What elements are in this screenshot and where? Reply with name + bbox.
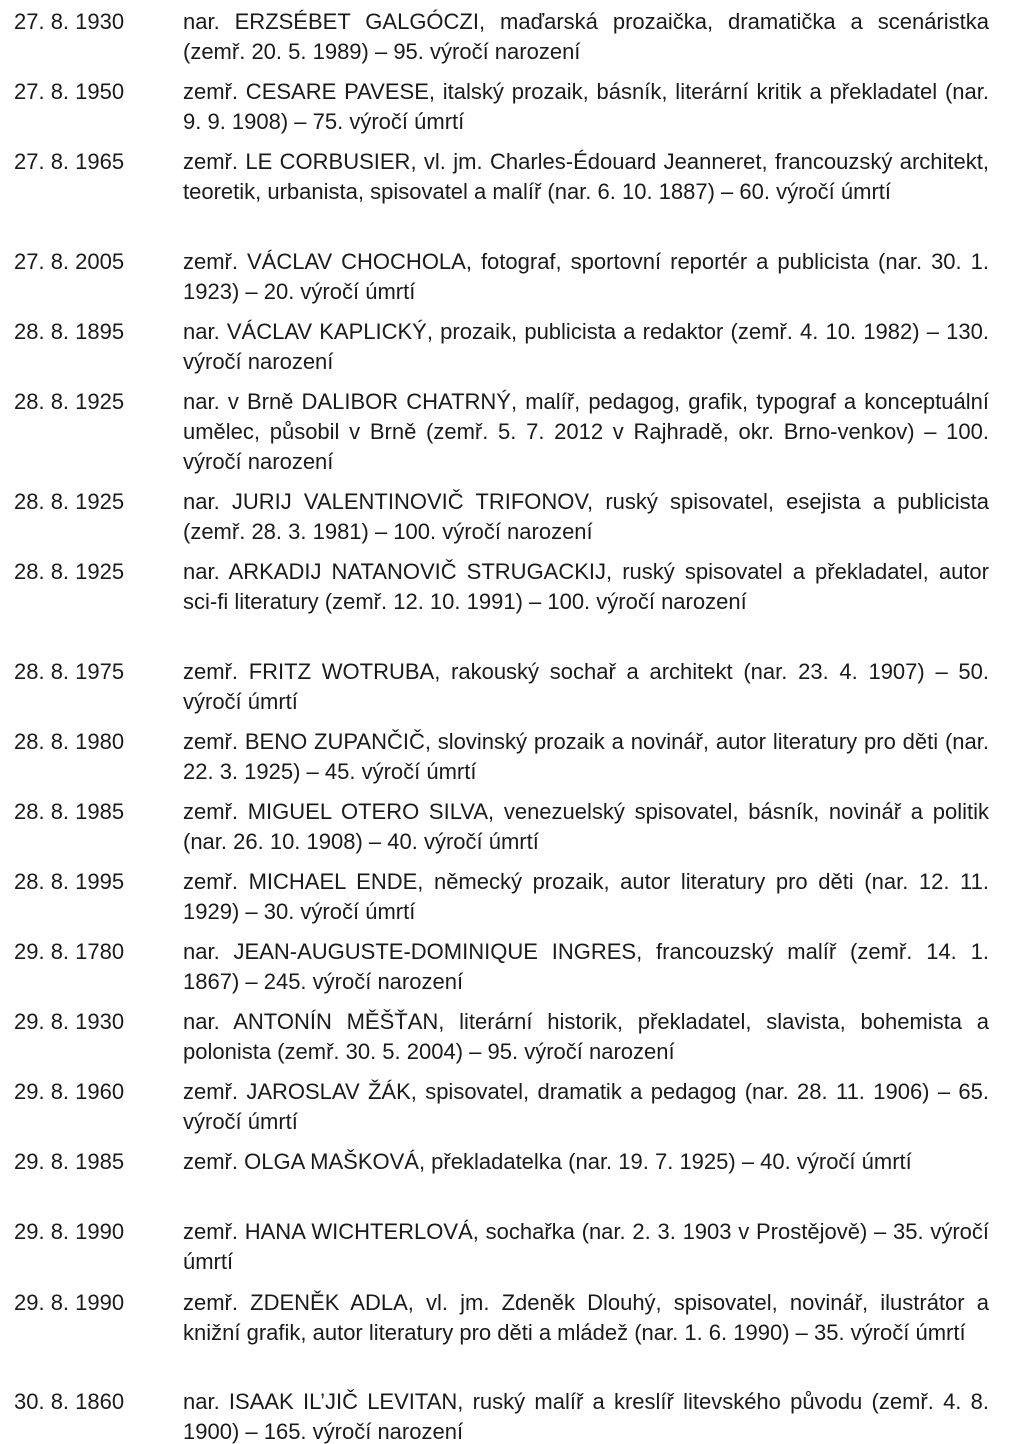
entry-date: 28. 8. 1925 <box>14 559 125 584</box>
entry-date: 29. 8. 1930 <box>14 1009 125 1034</box>
entry-text: nar. JEAN-AUGUSTE-DOMINIQUE INGRES, francouzský malíř (zemř. 14. 1. 1867) – 245. výročí narození <box>183 939 989 994</box>
entry-text: zemř. FRITZ WOTRUBA, rakouský sochař a architekt (nar. 23. 4. 1907) – 50. výročí úmrtí <box>183 659 989 714</box>
entry-text: zemř. BENO ZUPANČIČ, slovinský prozaik a novinář, autor literatury pro děti (nar. 22. 3. 1925) – 45. výročí úmrtí <box>183 729 989 784</box>
entry-date: 28. 8. 1895 <box>14 319 125 344</box>
entry-date: 27. 8. 1930 <box>14 9 125 34</box>
entry-text: nar. JURIJ VALENTINOVIČ TRIFONOV, ruský spisovatel, esejista a publicista (zemř. 28. 3. 1981) – 100. výročí narození <box>183 489 989 544</box>
entry-date: 29. 8. 1985 <box>14 1149 125 1174</box>
entry-text: nar. v Brně DALIBOR CHATRNÝ, malíř, pedagog, grafik, typograf a konceptuální umělec, působil v Brně (zemř. 5. 7. 2012 v Rajhradě, okr. Brno-venkov) – 100. výročí narození <box>183 389 989 474</box>
entry-date: 30. 8. 1860 <box>14 1389 125 1414</box>
entry-text: zemř. VÁCLAV CHOCHOLA, fotograf, sportovní reportér a publicista (nar. 30. 1. 1923) – 20. výročí úmrtí <box>183 249 989 304</box>
entry-text: zemř. OLGA MAŠKOVÁ, překladatelka (nar. 19. 7. 1925) – 40. výročí úmrtí <box>183 1149 912 1174</box>
entry-date: 28. 8. 1925 <box>14 489 125 514</box>
entry-text: nar. ISAAK IL’JIČ LEVITAN, ruský malíř a kreslíř litevského původu (zemř. 4. 8. 1900) – 165. výročí narození <box>183 1389 989 1444</box>
entry-date: 28. 8. 1975 <box>14 659 125 684</box>
entry-text: zemř. CESARE PAVESE, italský prozaik, básník, literární kritik a překladatel (nar. 9. 9. 1908) – 75. výročí úmrtí <box>183 79 989 134</box>
entry-date: 27. 8. 2005 <box>14 249 125 274</box>
entry-text: zemř. MICHAEL ENDE, německý prozaik, autor literatury pro děti (nar. 12. 11. 1929) – 30. výročí úmrtí <box>183 869 989 924</box>
entry-date: 28. 8. 1985 <box>14 799 125 824</box>
entry-date: 29. 8. 1990 <box>14 1290 125 1315</box>
entry-date: 28. 8. 1925 <box>14 389 125 414</box>
entry-text: nar. ERZSÉBET GALGÓCZI, maďarská prozaička, dramatička a scenáristka (zemř. 20. 5. 1989) – 95. výročí narození <box>183 9 989 64</box>
entry-date: 29. 8. 1990 <box>14 1219 125 1244</box>
entry-date: 29. 8. 1960 <box>14 1079 125 1104</box>
entry-text: zemř. JAROSLAV ŽÁK, spisovatel, dramatik a pedagog (nar. 28. 11. 1906) – 65. výročí úmrtí <box>183 1079 989 1134</box>
entry-date: 28. 8. 1980 <box>14 729 125 754</box>
entry-text: zemř. MIGUEL OTERO SILVA, venezuelský spisovatel, básník, novinář a politik (nar. 26. 10. 1908) – 40. výročí úmrtí <box>183 799 989 854</box>
entry-date: 27. 8. 1965 <box>14 149 125 174</box>
entry-text: nar. VÁCLAV KAPLICKÝ, prozaik, publicista a redaktor (zemř. 4. 10. 1982) – 130. výročí narození <box>183 319 989 374</box>
entry-date: 27. 8. 1950 <box>14 79 125 104</box>
entry-date: 28. 8. 1995 <box>14 869 125 894</box>
entry-text: zemř. LE CORBUSIER, vl. jm. Charles-Édouard Jeanneret, francouzský architekt, teoretik, urbanista, spisovatel a malíř (nar. 6. 10. 1887) – 60. výročí úmrtí <box>183 149 989 204</box>
entry-text: nar. ANTONÍN MĚŠŤAN, literární historik, překladatel, slavista, bohemista a polonista (zemř. 30. 5. 2004) – 95. výročí narození <box>183 1009 989 1064</box>
entry-text: zemř. HANA WICHTERLOVÁ, sochařka (nar. 2. 3. 1903 v Prostějově) – 35. výročí úmrtí <box>183 1219 989 1274</box>
entry-date: 29. 8. 1780 <box>14 939 125 964</box>
entry-text: nar. ARKADIJ NATANOVIČ STRUGACKIJ, ruský spisovatel a překladatel, autor sci-fi literatury (zemř. 12. 10. 1991) – 100. výročí narození <box>183 559 989 614</box>
entry-text: zemř. ZDENĚK ADLA, vl. jm. Zdeněk Dlouhý, spisovatel, novinář, ilustrátor a knižní grafik, autor literatury pro děti a mládež (nar. 1. 6. 1990) – 35. výročí úmrtí <box>183 1290 989 1345</box>
